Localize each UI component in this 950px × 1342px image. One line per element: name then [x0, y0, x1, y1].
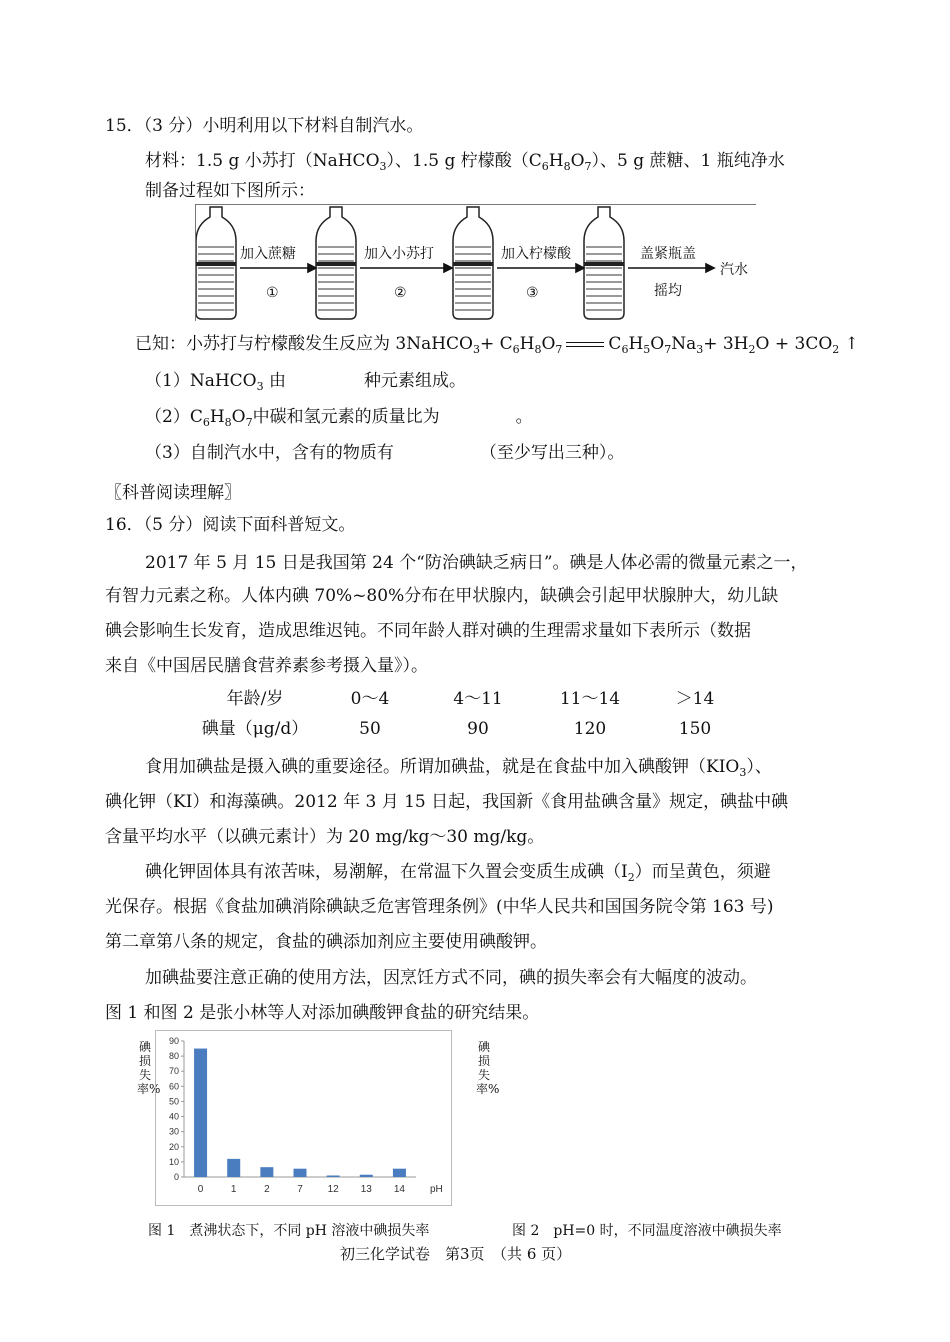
bottle-icon-2	[316, 207, 356, 319]
y-tick-label: 60	[168, 1081, 179, 1092]
bar-ph-12	[327, 1175, 340, 1177]
table-header-iodine: 碘量（μg/d）	[201, 719, 309, 739]
step-2-num: ②	[394, 284, 407, 300]
table-cell: 120	[573, 719, 607, 739]
q15-sub3: （3）自制汽水中，含有的物质有 （至少写出三种）。	[145, 443, 625, 463]
q16-p1-line4: 来自《中国居民膳食营养素参考摄入量》）。	[105, 656, 428, 676]
step-3-label: 加入柠檬酸	[501, 245, 571, 261]
q16-p3-line3: 第二章第八条的规定，食盐的碘添加剂应主要使用碘酸钾。	[105, 932, 547, 952]
q16-p2-line2: 碘化钾（KI）和海藻碘。2012 年 3 月 15 日起，我国新《食用盐碘含量》规定，碘盐中碘	[105, 792, 789, 812]
table-cell: 150	[678, 719, 712, 739]
q16-p2-line3: 含量平均水平（以碘元素计）为 20 mg/kg～30 mg/kg。	[105, 827, 545, 847]
q16-title: 16．（5 分）阅读下面科普短文。	[105, 515, 356, 535]
step-4-sublabel: 摇均	[654, 282, 682, 298]
table-cell: ＞14	[675, 689, 715, 709]
table-cell: 4～11	[453, 689, 503, 709]
bar-ph-0	[194, 1049, 207, 1177]
q16-p3-line1: 碘化钾固体具有浓苦味，易潮解，在常温下久置会变质生成碘$(I_2)$而呈黄色，须避	[145, 862, 771, 884]
x-tick-label: 7	[297, 1184, 303, 1195]
table-header-age: 年龄/岁	[226, 689, 284, 709]
q16-p1-line2: 有智力元素之称。人体内碘 70%~80%分布在甲状腺内，缺碘会引起甲状腺肿大，幼儿缺	[105, 586, 779, 606]
step-1-label: 加入蔗糖	[240, 245, 296, 261]
page-footer: 初三化学试卷 第3页 （共 6 页）	[340, 1245, 572, 1263]
fig1-ylabel: 碘损失率%	[137, 1040, 161, 1096]
fig2-ylabel: 碘损失率%	[476, 1040, 500, 1096]
x-tick-label: 2	[264, 1184, 270, 1195]
step-4-label: 盖紧瓶盖	[640, 245, 696, 261]
x-tick-label: 12	[327, 1184, 339, 1195]
figure-1-chart	[155, 1030, 452, 1206]
y-tick-label: 20	[168, 1141, 179, 1152]
y-tick-label: 50	[168, 1096, 179, 1107]
figure-1-caption: 图 1 煮沸状态下，不同 pH 溶液中碘损失率	[148, 1223, 430, 1239]
step-result: 汽水	[720, 261, 748, 277]
figure-2-caption: 图 2 pH=0 时，不同温度溶液中碘损失率	[512, 1223, 782, 1239]
table-cell: 50	[359, 719, 381, 739]
table-cell: 11～14	[559, 689, 621, 709]
bar-ph-14	[393, 1169, 406, 1177]
step-1-num: ①	[266, 284, 279, 300]
x-axis-label: pH	[430, 1184, 443, 1195]
bar-ph-7	[294, 1169, 307, 1177]
table-cell: 90	[467, 719, 489, 739]
q15-title: 15．（3 分）小明利用以下材料自制汽水。	[105, 116, 424, 136]
q16-p3-line2: 光保存。根据《食盐加碘消除碘缺乏危害管理条例》(中华人民共和国国务院令第 163 号)	[105, 897, 774, 917]
bar-ph-13	[360, 1175, 373, 1177]
y-tick-label: 10	[168, 1156, 179, 1167]
q15-materials: 材料：1.5 g 小苏打（NaHCO$_3$）、1.5 g 柠檬酸$(C_6H_8O_7)$、5 g 蔗糖、1 瓶纯净水	[145, 151, 785, 173]
y-tick-label: 70	[168, 1066, 179, 1077]
bar-ph-1	[227, 1159, 240, 1177]
x-tick-label: 1	[230, 1184, 237, 1195]
step-2-label: 加入小苏打	[364, 245, 434, 261]
bottle-icon-1	[196, 207, 236, 319]
figure-1-svg	[156, 1031, 451, 1205]
x-tick-label: 13	[360, 1184, 372, 1195]
q16-p1-line1: 2017 年 5 月 15 日是我国第 24 个“防治碘缺乏病日”。碘是人体必需的微量元素之一，	[145, 553, 808, 573]
x-tick-label: 0	[197, 1184, 204, 1195]
preparation-steps-figure	[195, 204, 756, 321]
y-tick-label: 80	[168, 1051, 179, 1062]
q15-known: 已知：小苏打与柠檬酸发生反应为 3NaHCO$_3$+ $C_6H_8O_7$ $C_6H_5O_7Na_3+ 3H_2O + 3CO_2$ ↑	[135, 334, 859, 356]
q16-p1-line3: 碘会影响生长发育，造成思维迟钝。不同年龄人群对碘的生理需求量如下表所示（数据	[105, 621, 751, 641]
q16-p4-line2: 图 1 和图 2 是张小林等人对添加碘酸钾食盐的研究结果。	[105, 1003, 540, 1023]
bottle-icon-3	[453, 207, 493, 319]
q16-p4-line1: 加碘盐要注意正确的使用方法，因烹饪方式不同，碘的损失率会有大幅度的波动。	[145, 968, 757, 988]
section-heading: 〖科普阅读理解〗	[105, 483, 241, 503]
y-tick-label: 90	[168, 1036, 179, 1046]
bottle-icon-4	[584, 207, 624, 319]
y-tick-label: 0	[173, 1172, 179, 1182]
x-tick-label: 14	[393, 1184, 405, 1195]
y-tick-label: 30	[168, 1126, 179, 1137]
q15-sub2: $(2)C_6H_8O_7$中碳和氢元素的质量比为 。	[145, 407, 533, 429]
q15-sub1: （1）NaHCO$_3$ 由 种元素组成。	[145, 371, 467, 393]
bar-ph-2	[260, 1167, 273, 1177]
table-cell: 0～4	[350, 689, 390, 709]
y-tick-label: 40	[168, 1111, 179, 1122]
q16-p2-line1: 食用加碘盐是摄入碘的重要途径。所谓加碘盐，就是在食盐中加入碘酸钾$(KIO_3)$、	[145, 757, 772, 779]
step-3-num: ③	[526, 284, 539, 300]
q15-process: 制备过程如下图所示：	[145, 181, 315, 201]
